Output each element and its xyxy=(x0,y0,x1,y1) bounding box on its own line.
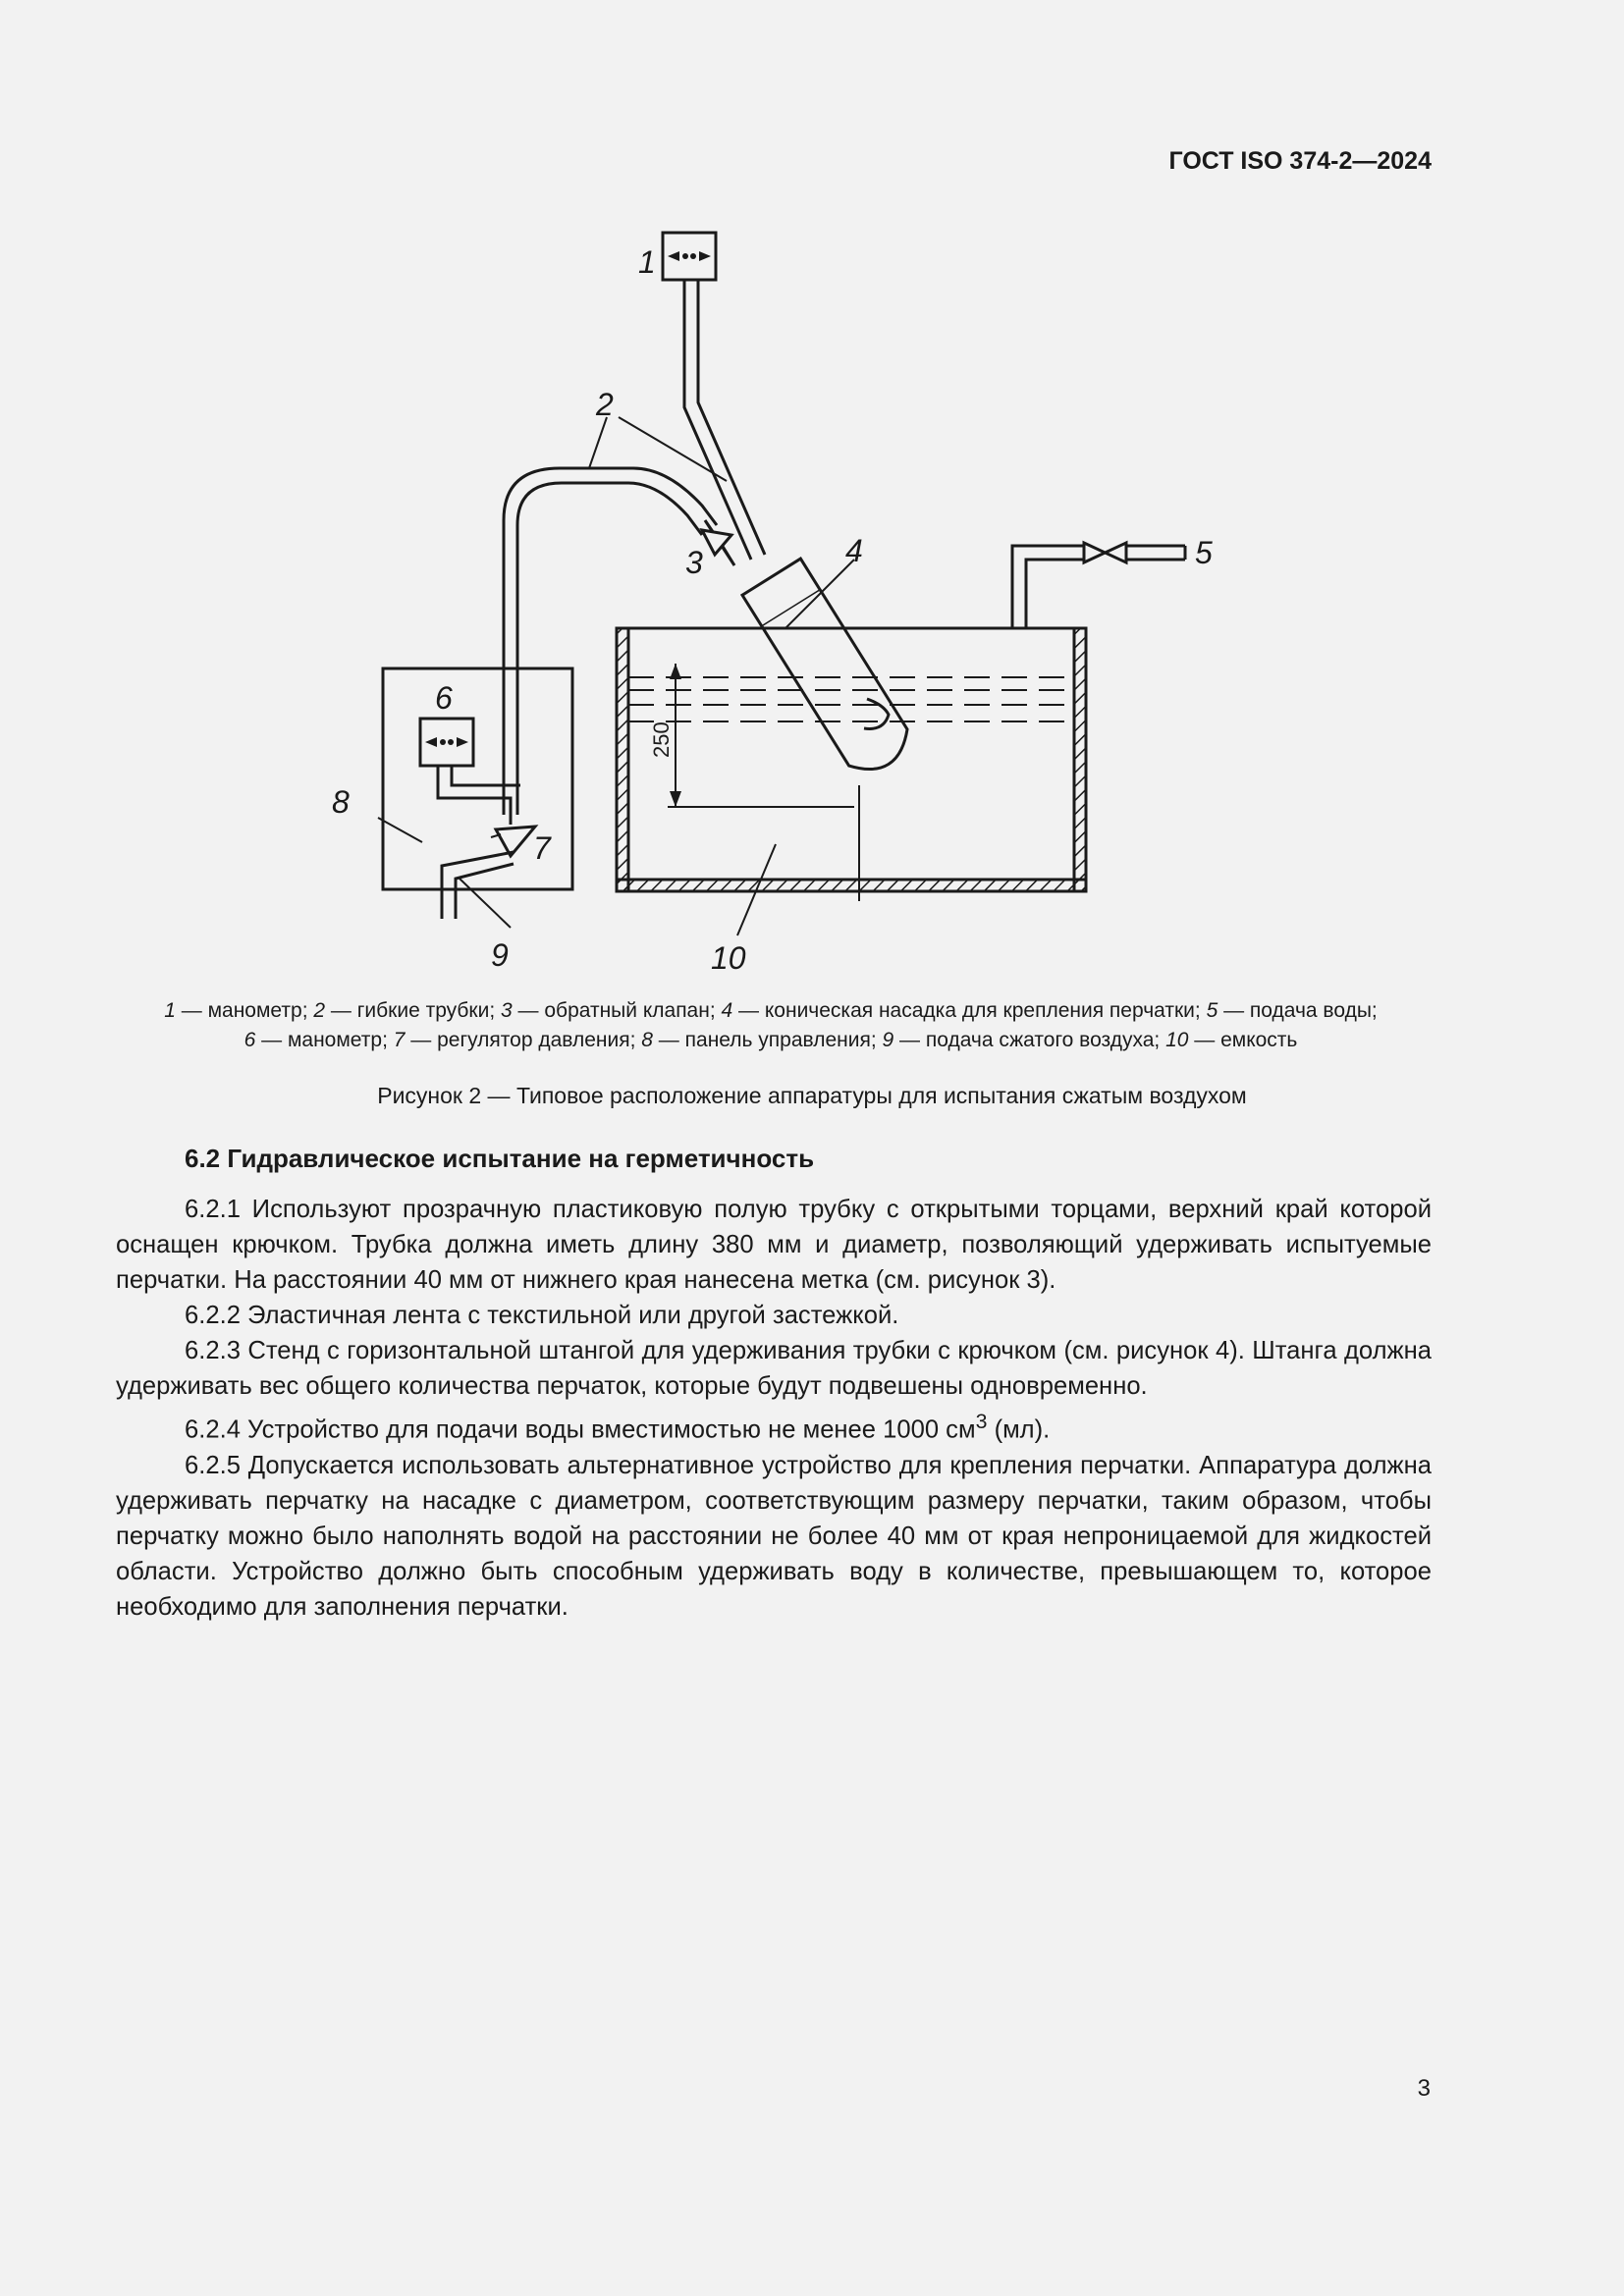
paragraph-6-2-2: 6.2.2 Эластичная лента с текстильной или другой застежкой. xyxy=(185,1302,899,1329)
apparatus-diagram xyxy=(0,0,1624,991)
label-2: 2 xyxy=(596,387,614,422)
section-body xyxy=(116,1192,1432,1625)
valve-icon xyxy=(1084,543,1126,562)
label-6: 6 xyxy=(435,680,453,716)
pressure-regulator-7 xyxy=(496,827,535,856)
section-heading: 6.2 Гидравлическое испытание на герметичность xyxy=(185,1144,815,1173)
tube-from-manometer xyxy=(684,280,765,560)
label-10: 10 xyxy=(711,940,746,976)
dimension-label: 250 xyxy=(649,721,674,758)
document-code: ГОСТ ISO 374-2—2024 xyxy=(1168,147,1432,175)
paragraph-6-2-5: 6.2.5 Допускается использовать альтернативное устройство для крепления перчатки. Аппаратура должна удерживать перчатку на насадке с диаметром, соответствующим размеру перчатки, таким образом, чтобы перчатку можно было наполнять водой на расстоянии не более 40 мм от края непроницаемой для жидкостей области. Устройство должно быть способным удерживать воду в количестве, превышающем то, которое необходимо для заполнения перчатки. xyxy=(116,1451,1432,1621)
label-4: 4 xyxy=(845,533,863,568)
page-number: 3 xyxy=(1417,2075,1431,2102)
conical-nozzle-4 xyxy=(742,559,918,782)
paragraph-6-2-4: 6.2.4 Устройство для подачи воды вместимостью не менее 1000 $см^3$ (мл). xyxy=(185,1410,1051,1444)
label-1: 1 xyxy=(638,244,656,280)
figure-legend: 1 — манометр; 2 — гибкие трубки; 3 — обратный клапан; 4 — коническая насадка для крепления перчатки; 5 — подача воды; 6 — манометр; 7 — регулятор давления; 8 — панель управления; 9 — подача сжатого воздуха; 10 — емкость xyxy=(164,999,1378,1051)
label-7: 7 xyxy=(533,830,551,866)
figure-caption: Рисунок 2 — Типовое расположение аппаратуры для испытания сжатым воздухом xyxy=(377,1083,1247,1108)
label-5: 5 xyxy=(1195,535,1213,570)
paragraph-6-2-1: 6.2.1 Используют прозрачную пластиковую полую трубку с открытыми торцами, верхний край которой оснащен крючком. Трубка должна иметь длину 380 мм и диаметр, позволяющий удерживать испытуемые перчатки. На расстоянии 40 мм от нижнего края нанесена метка (см. рисунок 3). xyxy=(116,1196,1432,1294)
water-supply-5 xyxy=(1012,546,1185,628)
flexible-tube-2 xyxy=(504,468,717,815)
compressed-air-9 xyxy=(442,852,514,919)
label-9: 9 xyxy=(491,937,509,973)
paragraph-6-2-3: 6.2.3 Стенд с горизонтальной штангой для удерживания трубки с крючком (см. рисунок 4). Штанга должна удерживать вес общего количества перчаток, которые будут подвешены одновременно. xyxy=(116,1337,1432,1400)
label-3: 3 xyxy=(685,545,703,580)
label-8: 8 xyxy=(332,784,350,820)
